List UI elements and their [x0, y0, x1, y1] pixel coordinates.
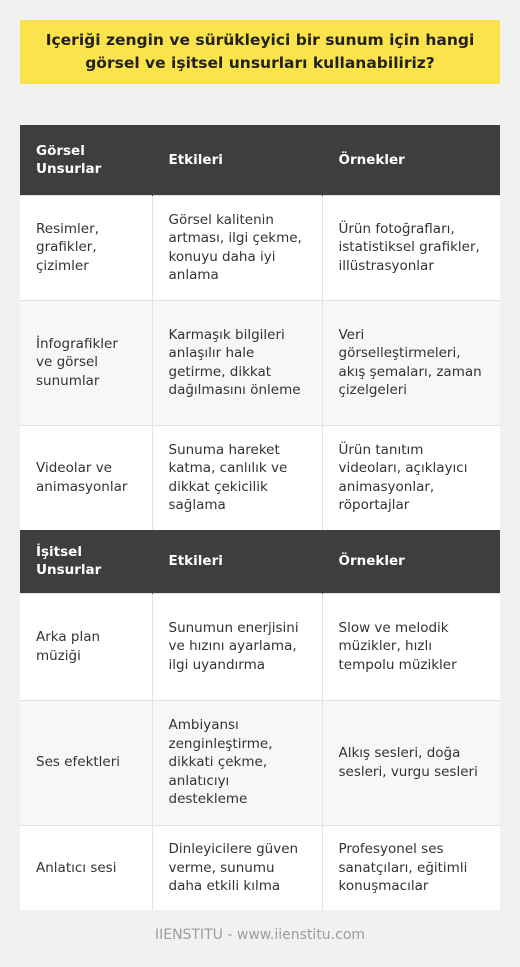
table-cell: Veri görselleştirmeleri, akış şemaları, zaman çizelgeleri [322, 300, 500, 425]
page-title: Içeriği zengin ve sürükleyici bir sunum için hangi görsel ve işitsel unsurları kullanabiliriz? [45, 31, 475, 72]
table-cell: Slow ve melodik müzikler, hızlı tempolu müzikler [322, 593, 500, 700]
header-cell: Görsel Unsurlar [20, 125, 152, 195]
table-row [20, 195, 500, 300]
table-cell: Ambiyansı zenginleştirme, dikkati çekme, anlatıcıyı destekleme [152, 700, 322, 825]
table-cell: Dinleyicilere güven verme, sunumu daha etkili kılma [152, 825, 322, 910]
table-cell: Videolar ve animasyonlar [20, 425, 152, 530]
table-row [20, 700, 500, 825]
table-cell: Ses efektleri [20, 700, 152, 825]
table-cell: Görsel kalitenin artması, ilgi çekme, konuyu daha iyi anlama [152, 195, 322, 300]
table-cell: Anlatıcı sesi [20, 825, 152, 910]
table-row [20, 825, 500, 910]
table-cell: Karmaşık bilgileri anlaşılır hale getirme, dikkat dağılmasını önleme [152, 300, 322, 425]
header-cell: Etkileri [152, 530, 322, 593]
table-cell: Alkış sesleri, doğa sesleri, vurgu sesleri [322, 700, 500, 825]
comparison-table [20, 125, 500, 910]
table-row [20, 593, 500, 700]
table-cell: Ürün fotoğrafları, istatistiksel grafikler, illüstrasyonlar [322, 195, 500, 300]
table-cell: Profesyonel ses sanatçıları, eğitimli konuşmacılar [322, 825, 500, 910]
table-cell: Resimler, grafikler, çizimler [20, 195, 152, 300]
table-cell: Sunuma hareket katma, canlılık ve dikkat çekicilik sağlama [152, 425, 322, 530]
table-row [20, 300, 500, 425]
footer-credit: IIENSTITU - www.iienstitu.com [154, 927, 366, 943]
header-cell: Etkileri [152, 125, 322, 195]
table-cell: İnfografikler ve görsel sunumlar [20, 300, 152, 425]
table-row [20, 425, 500, 530]
header-cell: Örnekler [322, 125, 500, 195]
table-cell: Arka plan müziği [20, 593, 152, 700]
title-banner [20, 20, 500, 84]
table-cell: Ürün tanıtım videoları, açıklayıcı animasyonlar, röportajlar [322, 425, 500, 530]
table-header-visual [20, 125, 500, 195]
header-cell: İşitsel Unsurlar [20, 530, 152, 593]
header-cell: Örnekler [322, 530, 500, 593]
table-header-audio [20, 530, 500, 593]
table-cell: Sunumun enerjisini ve hızını ayarlama, ilgi uyandırma [152, 593, 322, 700]
